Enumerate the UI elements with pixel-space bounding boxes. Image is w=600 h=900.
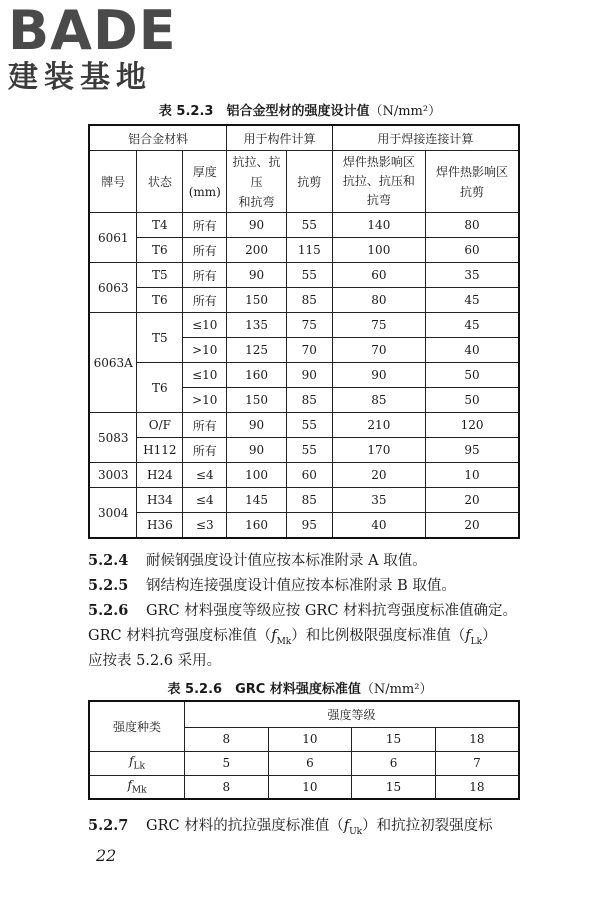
clause-text: ） <box>482 628 497 644</box>
logo-subtitle: 建装基地 <box>8 60 152 95</box>
temper-cell: T6 <box>137 363 183 413</box>
symbol-f: f <box>465 628 471 644</box>
value-cell: 80 <box>332 288 425 313</box>
thickness-cell: 所有 <box>183 263 227 288</box>
header-haz-tension: 焊件热影响区 抗拉、抗压和 抗弯 <box>332 151 425 213</box>
value-cell: 75 <box>286 313 332 338</box>
grade-cell: 15 <box>352 727 436 751</box>
clause-text: GRC 材料的抗拉强度标准值（ <box>146 818 344 834</box>
value-cell: 50 <box>426 388 519 413</box>
grade-cell: 6063A <box>89 313 137 413</box>
thickness-cell: 所有 <box>183 238 227 263</box>
thickness-cell: ≤10 <box>183 313 227 338</box>
clause-text: GRC 材料强度等级应按 GRC 材料抗弯强度标准值确定。 <box>146 603 518 619</box>
symbol-sub: Lk <box>133 761 145 772</box>
value-cell: 50 <box>426 363 519 388</box>
value-cell: 20 <box>332 463 425 488</box>
value-cell: 140 <box>332 213 425 238</box>
grc-strength-table <box>88 700 520 800</box>
value-cell: 45 <box>426 313 519 338</box>
value-cell: 210 <box>332 413 425 438</box>
value-cell: 7 <box>435 751 519 775</box>
header-shear: 抗剪 <box>286 151 332 213</box>
value-cell: 90 <box>227 213 287 238</box>
symbol-f: f <box>127 778 132 793</box>
clause-5-2-6 <box>88 599 538 623</box>
thickness-cell: 所有 <box>183 438 227 463</box>
value-cell: 40 <box>426 338 519 363</box>
clause-text: 钢结构连接强度设计值应按本标准附录 B 取值。 <box>146 578 456 594</box>
value-cell: 35 <box>332 488 425 513</box>
table1-unit: （N/mm²） <box>369 104 442 119</box>
row-label-fmk <box>89 775 185 799</box>
thickness-cell: >10 <box>183 338 227 363</box>
temper-cell: T4 <box>137 213 183 238</box>
value-cell: 100 <box>227 463 287 488</box>
value-cell: 8 <box>185 775 269 799</box>
value-cell: 95 <box>286 513 332 539</box>
symbol-f: f <box>271 628 277 644</box>
value-cell: 150 <box>227 288 287 313</box>
clause-5-2-4 <box>88 549 538 573</box>
header-tension: 抗拉、抗压 和抗弯 <box>227 151 287 213</box>
value-cell: 200 <box>227 238 287 263</box>
value-cell: 90 <box>286 363 332 388</box>
value-cell: 55 <box>286 413 332 438</box>
aluminum-strength-table <box>88 124 520 539</box>
value-cell: 125 <box>227 338 287 363</box>
value-cell: 85 <box>286 388 332 413</box>
grade-cell: 8 <box>185 727 269 751</box>
value-cell: 6 <box>268 751 352 775</box>
header-weld-calc: 用于焊接连接计算 <box>332 125 519 151</box>
temper-cell: T6 <box>137 238 183 263</box>
table2-caption <box>0 678 600 697</box>
value-cell: 85 <box>286 288 332 313</box>
clause-number: 5.2.7 <box>88 817 129 834</box>
clause-number: 5.2.4 <box>88 552 129 569</box>
value-cell: 5 <box>185 751 269 775</box>
temper-cell: O/F <box>137 413 183 438</box>
grade-cell: 6061 <box>89 213 137 263</box>
table1-title: 表 5.2.3 铝合金型材的强度设计值 <box>158 104 370 119</box>
value-cell: 10 <box>268 775 352 799</box>
value-cell: 160 <box>227 363 287 388</box>
header-strength-type: 强度种类 <box>89 701 185 751</box>
symbol-f: f <box>129 754 134 769</box>
grade-cell: 5083 <box>89 413 137 463</box>
value-cell: 45 <box>426 288 519 313</box>
grade-cell: 3003 <box>89 463 137 488</box>
thickness-cell: ≤4 <box>183 488 227 513</box>
temper-cell: H24 <box>137 463 183 488</box>
header-material: 铝合金材料 <box>89 125 227 151</box>
header-member-calc: 用于构件计算 <box>227 125 332 151</box>
value-cell: 6 <box>352 751 436 775</box>
row-label-flk <box>89 751 185 775</box>
value-cell: 90 <box>227 438 287 463</box>
value-cell: 115 <box>286 238 332 263</box>
thickness-cell: ≤4 <box>183 463 227 488</box>
grade-cell: 10 <box>268 727 352 751</box>
logo-wordmark: BADE <box>8 0 177 62</box>
temper-cell: T5 <box>137 313 183 363</box>
value-cell: 135 <box>227 313 287 338</box>
header-haz-shear: 焊件热影响区 抗剪 <box>426 151 519 213</box>
value-cell: 20 <box>426 513 519 539</box>
value-cell: 90 <box>227 263 287 288</box>
symbol-sub: Lk <box>470 636 483 647</box>
clause-number: 5.2.6 <box>88 602 129 619</box>
value-cell: 55 <box>286 263 332 288</box>
clause-text: ）和比例极限强度标准值（ <box>291 628 466 644</box>
page-number: 22 <box>96 846 117 865</box>
value-cell: 35 <box>426 263 519 288</box>
grade-cell: 18 <box>435 727 519 751</box>
header-thickness: 厚度 (mm) <box>183 151 227 213</box>
grade-cell: 3004 <box>89 488 137 539</box>
value-cell: 60 <box>286 463 332 488</box>
clause-5-2-6-line3 <box>88 649 538 673</box>
value-cell: 90 <box>227 413 287 438</box>
thickness-cell: >10 <box>183 388 227 413</box>
clause-text: ）和抗拉初裂强度标 <box>362 818 493 834</box>
table2-unit: （N/mm²） <box>360 682 433 697</box>
value-cell: 85 <box>286 488 332 513</box>
value-cell: 80 <box>426 213 519 238</box>
value-cell: 60 <box>426 238 519 263</box>
clause-text: GRC 材料抗弯强度标准值（ <box>88 628 272 644</box>
value-cell: 150 <box>227 388 287 413</box>
thickness-cell: ≤10 <box>183 363 227 388</box>
symbol-sub: Mk <box>131 785 147 796</box>
value-cell: 160 <box>227 513 287 539</box>
value-cell: 85 <box>332 388 425 413</box>
symbol-sub: Mk <box>276 636 292 647</box>
table2-title: 表 5.2.6 GRC 材料强度标准值 <box>167 682 361 697</box>
clause-5-2-7 <box>88 814 538 844</box>
thickness-cell: 所有 <box>183 213 227 238</box>
temper-cell: H112 <box>137 438 183 463</box>
value-cell: 60 <box>332 263 425 288</box>
value-cell: 75 <box>332 313 425 338</box>
value-cell: 70 <box>286 338 332 363</box>
thickness-cell: ≤3 <box>183 513 227 539</box>
temper-cell: H36 <box>137 513 183 539</box>
clause-text: 应按表 5.2.6 采用。 <box>88 653 222 669</box>
table1-caption <box>0 100 600 119</box>
value-cell: 145 <box>227 488 287 513</box>
value-cell: 55 <box>286 438 332 463</box>
header-strength-grade: 强度等级 <box>185 701 519 727</box>
clause-text: 耐候钢强度设计值应按本标准附录 A 取值。 <box>146 553 427 569</box>
value-cell: 55 <box>286 213 332 238</box>
symbol-f: f <box>343 818 350 834</box>
header-grade: 牌号 <box>89 151 137 213</box>
thickness-cell: 所有 <box>183 413 227 438</box>
value-cell: 40 <box>332 513 425 539</box>
header-temper: 状态 <box>137 151 183 213</box>
temper-cell: H34 <box>137 488 183 513</box>
value-cell: 100 <box>332 238 425 263</box>
value-cell: 95 <box>426 438 519 463</box>
temper-cell: T6 <box>137 288 183 313</box>
value-cell: 15 <box>352 775 436 799</box>
clause-number: 5.2.5 <box>88 577 129 594</box>
value-cell: 70 <box>332 338 425 363</box>
grade-cell: 6063 <box>89 263 137 313</box>
value-cell: 90 <box>332 363 425 388</box>
value-cell: 20 <box>426 488 519 513</box>
symbol-sub: Uk <box>349 826 363 837</box>
value-cell: 120 <box>426 413 519 438</box>
thickness-cell: 所有 <box>183 288 227 313</box>
value-cell: 170 <box>332 438 425 463</box>
clause-5-2-5 <box>88 574 538 598</box>
temper-cell: T5 <box>137 263 183 288</box>
value-cell: 18 <box>435 775 519 799</box>
value-cell: 10 <box>426 463 519 488</box>
logo <box>8 0 177 96</box>
